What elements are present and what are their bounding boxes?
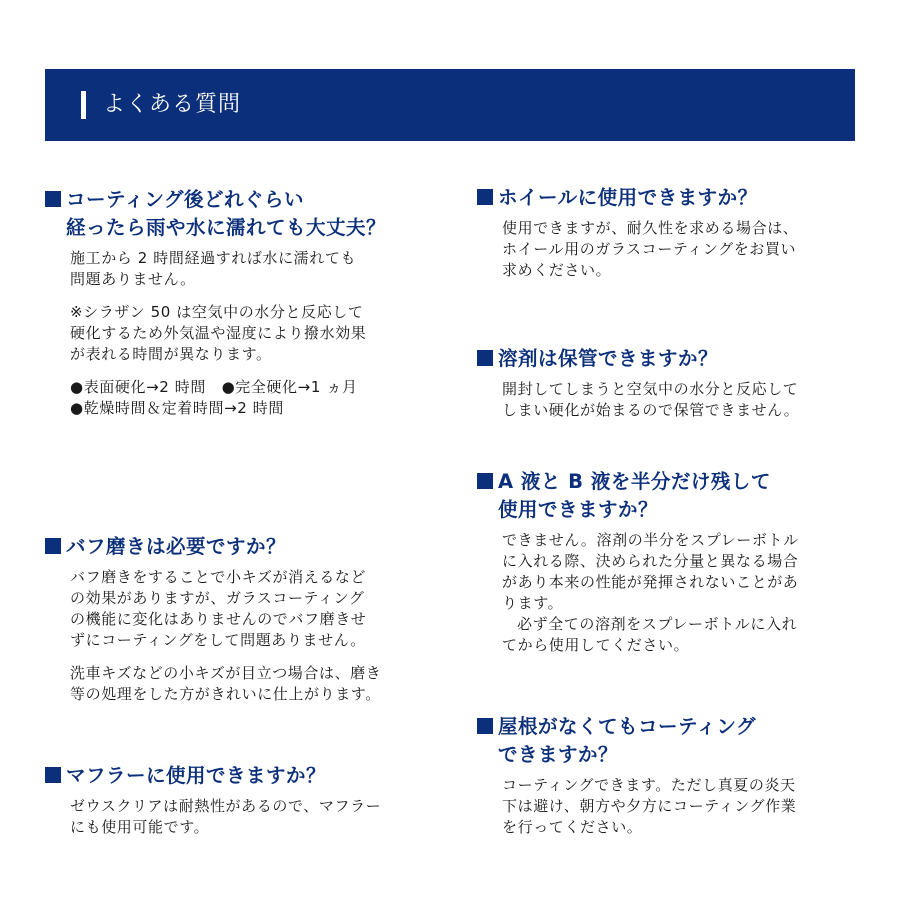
faq-item-storage	[477, 345, 799, 433]
square-bullet-icon	[477, 718, 493, 734]
answer-paragraph: コーティングできます。ただし真夏の炎天 下は避け、朝方や夕方にコーティング作業 を行ってください。	[502, 776, 797, 836]
faq-answer	[477, 775, 796, 838]
answer-paragraph: バフ磨きをすることで小キズが消えるなど の効果がありますが、ガラスコーティング の機能に変化はありませんのでバフ磨きせ ずにコーティングをして問題ありません。	[70, 568, 367, 649]
answer-paragraph: 使用できますが、耐久性を求める場合は、 ホイール用のガラスコーティングをお買い 求めください。	[502, 219, 799, 279]
square-bullet-icon	[45, 767, 61, 783]
square-bullet-icon	[477, 473, 493, 489]
answer-paragraph: 開封してしまうと空気中の水分と反応して しまい硬化が始まるので保管できません。	[502, 380, 800, 419]
faq-question: 屋根がなくてもコーティング できますか？	[477, 713, 796, 769]
faq-item-muffler	[45, 762, 381, 850]
faq-item-wheel	[477, 184, 798, 293]
answer-paragraph: ゼウスクリアは耐熱性があるので、マフラー にも使用可能です。	[70, 797, 382, 836]
page-header	[45, 69, 855, 141]
faq-answer	[477, 530, 799, 656]
square-bullet-icon	[477, 189, 493, 205]
faq-question: 溶剤は保管できますか？	[477, 345, 799, 373]
faq-answer	[45, 567, 381, 705]
faq-question: A 液と B 液を半分だけ残して 使用できますか？	[477, 468, 799, 524]
faq-item-no-roof	[477, 713, 796, 850]
page-title: よくある質問	[103, 92, 242, 117]
faq-item-buffing	[45, 533, 381, 717]
answer-paragraph: 施工から 2 時間経過すれば水に濡れても 問題ありません。	[70, 249, 357, 288]
square-bullet-icon	[45, 538, 61, 554]
faq-answer	[477, 218, 798, 281]
faq-item-half-mix	[477, 468, 799, 668]
faq-question: バフ磨きは必要ですか？	[45, 533, 381, 561]
faq-question: ホイールに使用できますか？	[477, 184, 798, 212]
square-bullet-icon	[477, 350, 493, 366]
faq-answer	[45, 248, 386, 419]
answer-paragraph: ●表面硬化→2 時間 ●完全硬化→1 ヵ月 ●乾燥時間＆定着時間→2 時間	[70, 378, 358, 417]
faq-question: コーティング後どれぐらい 経ったら雨や水に濡れても大丈夫？	[45, 186, 386, 242]
faq-question: マフラーに使用できますか？	[45, 762, 381, 790]
faq-answer	[45, 796, 381, 838]
answer-paragraph: できません。溶剤の半分をスプレーボトル に入れる際、決められた分量と異なる場合 があり本来の性能が発揮されないことがあ ります。 必ず全ての溶剤をスプレーボトルに入れ てから使用してください。	[502, 531, 799, 654]
faq-item-drying-time	[45, 186, 386, 431]
square-bullet-icon	[45, 191, 61, 207]
answer-paragraph: 洗車キズなどの小キズが目立つ場合は、磨き 等の処理をした方がきれいに仕上がります。	[70, 664, 382, 703]
faq-answer	[477, 379, 799, 421]
answer-paragraph: ※シラザン 50 は空気中の水分と反応して 硬化するため外気温や湿度により撥水効果 が表れる時間が異なります。	[70, 303, 367, 363]
header-accent-bar	[81, 91, 86, 119]
